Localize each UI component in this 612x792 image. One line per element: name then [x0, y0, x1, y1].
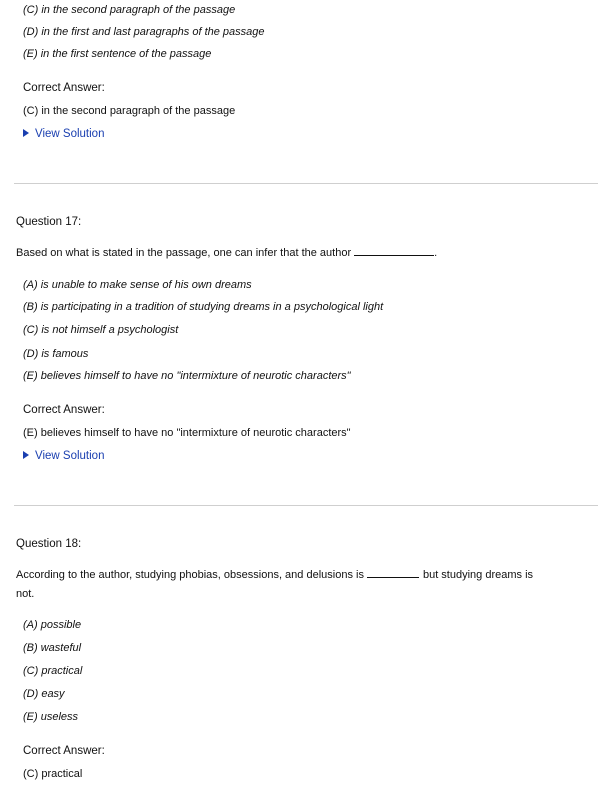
q17-view-solution-label: View Solution [35, 450, 105, 462]
q18-answer-blank [367, 576, 419, 578]
q18-prompt-part1: According to the author, studying phobias, obsessions, and delusions is [16, 569, 364, 581]
q16-correct-answer-label: Correct Answer: [23, 82, 105, 94]
q18-option-c: (C) practical [23, 665, 83, 677]
q18-title: Question 18: [16, 538, 82, 550]
expand-triangle-icon [23, 451, 29, 459]
q18-correct-answer: (C) practical [23, 768, 83, 780]
q17-option-a: (A) is unable to make sense of his own dreams [23, 279, 252, 291]
q16-view-solution-label: View Solution [35, 128, 105, 140]
q17-prompt-text: Based on what is stated in the passage, one can infer that the author [16, 247, 352, 259]
q17-answer-blank [354, 254, 434, 256]
q17-option-c: (C) is not himself a psychologist [23, 324, 179, 336]
q18-prompt-part2: but studying dreams is [422, 569, 534, 581]
q18-option-b: (B) wasteful [23, 642, 82, 654]
q18-option-e: (E) useless [23, 711, 79, 723]
q17-view-solution-link[interactable] [23, 450, 104, 462]
q18-prompt [16, 569, 533, 581]
q17-option-b: (B) is participating in a tradition of studying dreams in a psychological light [23, 301, 384, 313]
q16-view-solution-link[interactable] [23, 128, 104, 140]
divider [14, 183, 598, 184]
q18-prompt-line2: not. [16, 588, 35, 600]
q16-option-e: (E) in the first sentence of the passage [23, 48, 212, 60]
q17-option-e: (E) believes himself to have no "intermixture of neurotic characters" [23, 370, 351, 382]
q18-correct-answer-label: Correct Answer: [23, 745, 105, 757]
q17-title: Question 17: [16, 216, 82, 228]
q17-option-d: (D) is famous [23, 348, 89, 360]
q18-option-d: (D) easy [23, 688, 65, 700]
expand-triangle-icon [23, 129, 29, 137]
q16-option-c: (C) in the second paragraph of the passage [23, 4, 236, 16]
q16-option-d: (D) in the first and last paragraphs of the passage [23, 26, 265, 38]
q17-correct-answer-label: Correct Answer: [23, 404, 105, 416]
q16-correct-answer: (C) in the second paragraph of the passage [23, 105, 236, 117]
q18-option-a: (A) possible [23, 619, 82, 631]
q17-correct-answer: (E) believes himself to have no "intermixture of neurotic characters" [23, 427, 351, 439]
q17-prompt [16, 247, 437, 259]
divider [14, 505, 598, 506]
q17-prompt-end: . [434, 247, 438, 259]
